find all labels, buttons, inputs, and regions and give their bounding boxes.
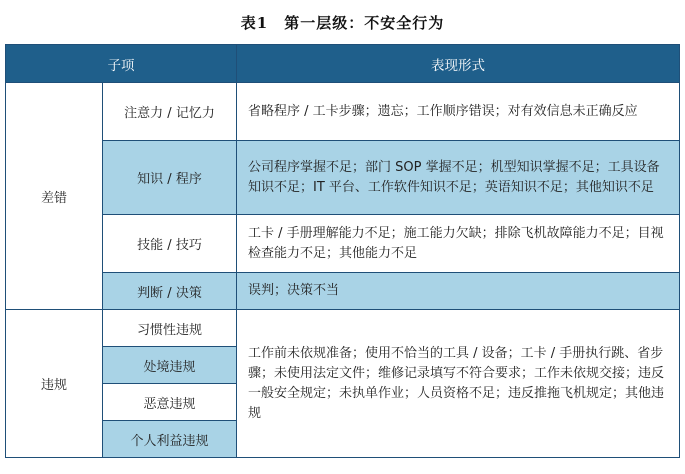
violation-description-cell: 工作前未依规准备；使用不恰当的工具 / 设备；工卡 / 手册执行跳、省步骤；未使用法定文件；维修记录填写不符合要求；工作未依规交接；违反一般安全规定；未执单作业；人员资格不足；违反推拖飞机规定；其他违规 [237,310,680,458]
subitem-cell: 恶意违规 [103,384,237,421]
header-subitem: 子项 [6,45,237,83]
subitem-cell: 注意力 / 记忆力 [103,83,237,141]
description-cell: 公司程序掌握不足；部门 SOP 掌握不足；机型知识掌握不足；工具设备知识不足；IT 平台、工作软件知识不足；英语知识不足；其他知识不足 [237,141,680,215]
table-row [6,273,680,310]
subitem-cell: 判断 / 决策 [103,273,237,310]
description-cell: 省略程序 / 工卡步骤；遗忘；工作顺序错误；对有效信息未正确反应 [237,83,680,141]
table-row [6,215,680,273]
unsafe-behavior-table [5,44,680,458]
table-header-row [6,45,680,83]
table-row [6,141,680,215]
category-violation: 违规 [6,310,103,458]
table-row [6,83,680,141]
description-cell: 工卡 / 手册理解能力不足；施工能力欠缺；排除飞机故障能力不足；目视检查能力不足；其他能力不足 [237,215,680,273]
subitem-cell: 技能 / 技巧 [103,215,237,273]
table-row [6,310,680,347]
subitem-cell: 个人利益违规 [103,421,237,458]
header-manifestation: 表现形式 [237,45,680,83]
table-caption: 表1 第一层级：不安全行为 [240,14,445,32]
subitem-cell: 知识 / 程序 [103,141,237,215]
description-cell: 误判；决策不当 [237,273,680,310]
category-error: 差错 [6,83,103,310]
subitem-cell: 习惯性违规 [103,310,237,347]
subitem-cell: 处境违规 [103,347,237,384]
